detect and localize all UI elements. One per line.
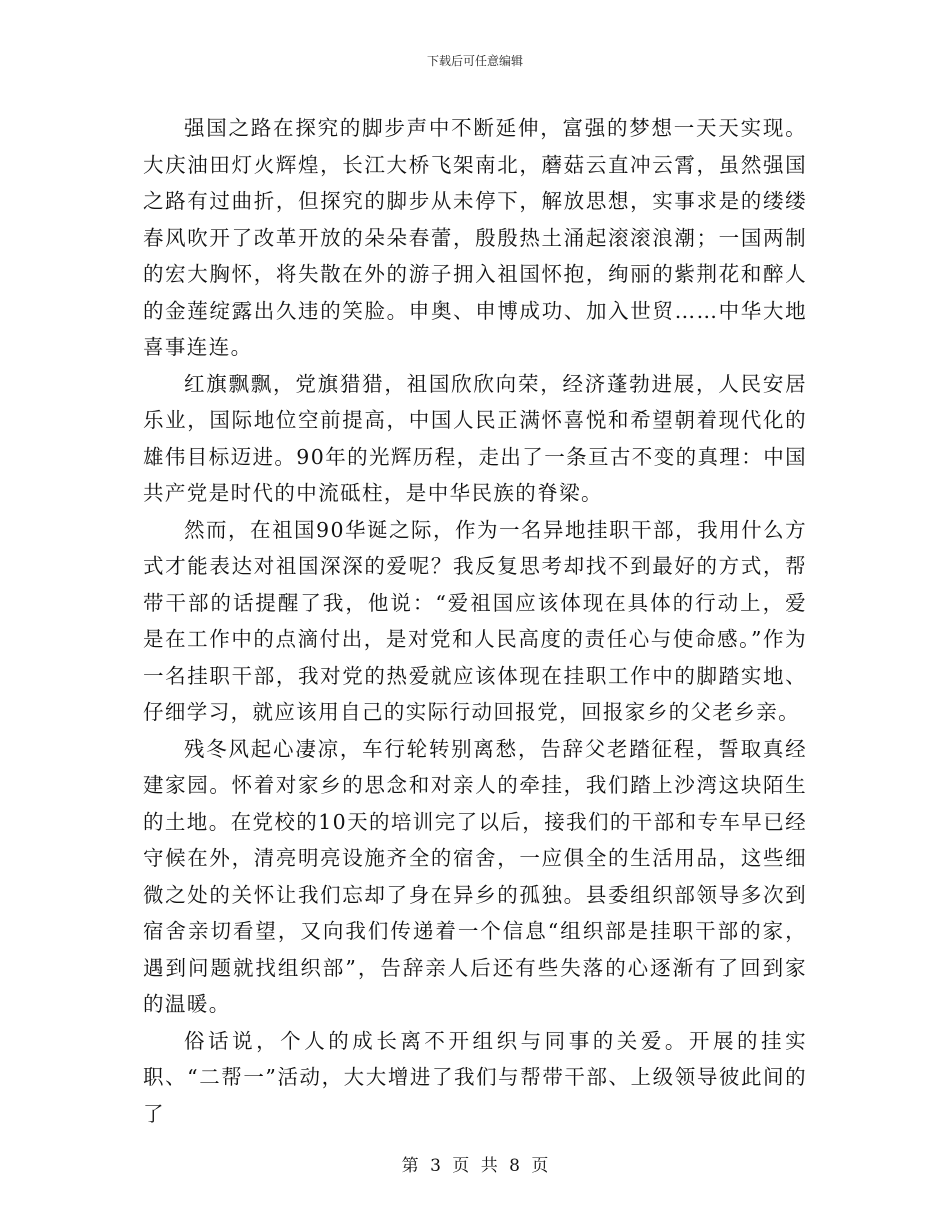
document-body [143,110,807,1132]
paragraph-1: 强国之路在探究的脚步声中不断延伸，富强的梦想一天天实现。大庆油田灯火辉煌，长江大桥飞架南北，蘑菇云直冲云霄，虽然强国之路有过曲折，但探究的脚步从未停下，解放思想，实事求是的缕缕春风吹开了改革开放的朵朵春蕾，殷殷热土涌起滚滚浪潮；一国两制的宏大胸怀，将失散在外的游子拥入祖国怀抱，绚丽的紫荆花和醉人的金莲绽露出久违的笑脸。申奥、申博成功、加入世贸……中华大地喜事连连。 [143,116,807,359]
paragraph-2: 红旗飘飘，党旗猎猎，祖国欣欣向荣，经济蓬勃进展，人民安居乐业，国际地位空前提高，中国人民正满怀喜悦和希望朝着现代化的雄伟目标迈进。90年的光辉历程，走出了一条亘古不变的真理：中国共产党是时代的中流砥柱，是中华民族的脊梁。 [143,371,807,505]
paragraph-3: 然而，在祖国90华诞之际，作为一名异地挂职干部，我用什么方式才能表达对祖国深深的爱呢？我反复思考却找不到最好的方式，帮带干部的话提醒了我，他说：“爱祖国应该体现在具体的行动上，爱是在工作中的点滴付出，是对党和人民高度的责任心与使命感。”作为一名挂职干部，我对党的热爱就应该体现在挂职工作中的脚踏实地、仔细学习，就应该用自己的实际行动回报党，回报家乡的父老乡亲。 [143,517,807,724]
paragraph-5: 俗话说，个人的成长离不开组织与同事的关爱。开展的挂实职、“二帮一”活动，大大增进了我们与帮带干部、上级领导彼此间的了 [143,1028,807,1126]
paragraph-4: 残冬风起心凄凉，车行轮转别离愁，告辞父老踏征程，誓取真经建家园。怀着对家乡的思念和对亲人的牵挂，我们踏上沙湾这块陌生的土地。在党校的10天的培训完了以后，接我们的干部和专车早已经守候在外，清亮明亮设施齐全的宿舍，一应俱全的生活用品，这些细微之处的关怀让我们忘却了身在异乡的孤独。县委组织部领导多次到宿舍亲切看望，又向我们传递着一个信息“组织部是挂职干部的家，遇到问题就找组织部”，告辞亲人后还有些失落的心逐渐有了回到家的温暖。 [143,736,807,1016]
page-number-footer: 第 3 页 共 8 页 [401,1156,549,1176]
page-header-note: 下载后可任意编辑 [426,54,523,68]
